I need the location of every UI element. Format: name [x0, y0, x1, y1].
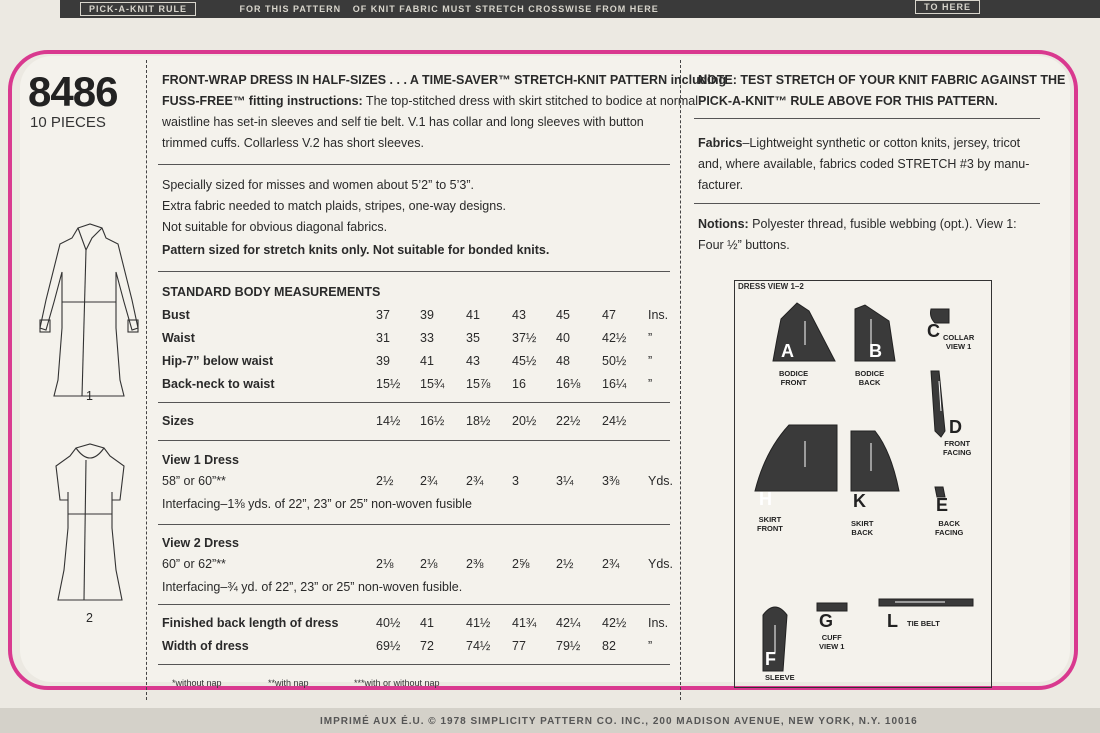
measurement-row-value: 16¼	[602, 377, 627, 391]
view-1-yardage-row-value: 2¾	[420, 474, 438, 488]
view-1-interfacing: Interfacing–1⅜ yds. of 22”, 23” or 25” non-woven fusible	[162, 497, 472, 511]
divider	[694, 118, 1040, 119]
description-line-1: FRONT-WRAP DRESS IN HALF-SIZES . . . A TIME-SAVER™ STRETCH-KNIT PATTERN including	[162, 73, 727, 87]
finished-length-row-value: 42½	[602, 616, 627, 630]
notions-label: Notions:	[698, 217, 749, 231]
finished-length-row-value: 42¼	[556, 616, 581, 630]
width-row-value: 74½	[466, 639, 491, 653]
measurement-row-value: 16	[512, 377, 526, 391]
left-column-divider	[146, 60, 147, 700]
divider	[158, 524, 670, 525]
finished-length-row-value: 40½	[376, 616, 401, 630]
view-2-yardage-row-label: 60” or 62”**	[162, 557, 226, 571]
measurement-row-unit: ”	[648, 354, 653, 368]
sizing-note-bold: Pattern sized for stretch knits only. Not suitable for bonded knits.	[162, 243, 550, 257]
collar-label-2: VIEW 1	[945, 342, 972, 351]
sizes-row	[162, 414, 682, 434]
note-line-2: PICK-A-KNIT™ RULE ABOVE FOR THIS PATTERN.	[698, 94, 998, 108]
view-1-yardage-row-value: 2¾	[466, 474, 484, 488]
sizes-row-value: 22½	[556, 414, 581, 428]
measurement-row-value: 33	[420, 331, 434, 345]
measurement-row-value: 15⅞	[466, 377, 491, 391]
sizes-row-value: 18½	[466, 414, 491, 428]
cuff-label-2: VIEW 1	[819, 642, 845, 651]
skirt-front-label-2: FRONT	[757, 524, 783, 533]
measurement-row-value: 37½	[512, 331, 537, 345]
skirt-back-label-1: SKIRT	[851, 519, 874, 528]
view-2-yardage-row	[162, 557, 682, 577]
piece-count: 10 PIECES	[30, 114, 106, 131]
measurement-row-value: 41	[420, 354, 434, 368]
bodice-back-label-2: BACK	[858, 378, 881, 387]
dress-sketches	[20, 210, 150, 630]
measurement-row-label: Waist	[162, 331, 195, 345]
piece-letter-d: D	[949, 417, 962, 437]
front-facing-label-2: FACING	[943, 448, 972, 457]
view-2-yardage-row-value: 2⅛	[420, 557, 438, 571]
measurement-row-unit: ”	[648, 377, 653, 391]
measurement-row	[162, 377, 682, 397]
diagram-title: DRESS VIEW 1–2	[738, 282, 804, 291]
measurement-row-value: 37	[376, 308, 390, 322]
pattern-layout-diagram	[734, 280, 992, 688]
collar-label-1: COLLAR	[943, 333, 975, 342]
footnote-without-nap: *without nap	[172, 678, 222, 688]
width-row-label: Width of dress	[162, 639, 249, 653]
tie-belt-label: TIE BELT	[907, 619, 940, 628]
fabrics-line-2: and, where available, fabrics coded STRETCH #3 by manu-	[698, 157, 1030, 171]
measurement-row-value: 45½	[512, 354, 537, 368]
back-facing-label-1: BACK	[938, 519, 960, 528]
view-1-yardage-row-value: 3⅜	[602, 474, 620, 488]
measurement-row-value: 45	[556, 308, 570, 322]
view-1-yardage-row-unit: Yds.	[648, 474, 674, 488]
description-line-2: The top-stitched dress with skirt stitched to bodice at normal	[362, 94, 699, 108]
divider	[158, 271, 670, 272]
finished-length-row-value: 41	[420, 616, 434, 630]
finished-length-row-unit: Ins.	[648, 616, 669, 630]
view-2-dress-sketch	[56, 444, 124, 600]
measurement-row-value: 15½	[376, 377, 401, 391]
fabrics-label: Fabrics	[698, 136, 743, 150]
fabrics-line-1: –Lightweight synthetic or cotton knits, jersey, tricot	[742, 136, 1021, 150]
view-2-number: 2	[86, 611, 93, 625]
measurement-row-label: Back-neck to waist	[162, 377, 275, 391]
view-2-yardage-row-value: 2¾	[602, 557, 620, 571]
measurement-row-label: Bust	[162, 308, 190, 322]
sizes-row-value: 24½	[602, 414, 627, 428]
measurement-row-value: 35	[466, 331, 480, 345]
bodice-back-label-1: BODICE	[855, 369, 885, 378]
piece-letter-e: E	[936, 495, 949, 515]
pattern-number: 8486	[28, 68, 118, 115]
skirt-front-label-1: SKIRT	[758, 515, 782, 524]
sizing-note-3: Not suitable for obvious diagonal fabrics.	[162, 220, 388, 234]
view-1-yardage-row-value: 3	[512, 474, 519, 488]
description-line-4: trimmed cuffs. Collarless V.2 has short sleeves.	[162, 136, 424, 150]
finished-length-row-value: 41¾	[512, 616, 537, 630]
description-line-3: waistline has set-in sleeves and self tie belt. V.1 has collar and long sleeves with button	[162, 115, 644, 129]
measurement-row-unit: ”	[648, 331, 653, 345]
piece-g-cuff	[817, 603, 847, 611]
footnote-with-nap: **with nap	[268, 678, 309, 688]
width-row-value: 82	[602, 639, 616, 653]
view-2-yardage-row-value: 2½	[556, 557, 574, 571]
view-1-heading: View 1 Dress	[162, 453, 239, 467]
view-1-number: 1	[86, 389, 93, 403]
measurement-row-unit: Ins.	[648, 308, 669, 322]
view-1-dress-sketch	[40, 224, 138, 396]
bodice-front-label-1: BODICE	[779, 369, 809, 378]
view-2-yardage-row-unit: Yds.	[648, 557, 674, 571]
measurement-row-value: 43	[512, 308, 526, 322]
piece-letter-f: F	[765, 649, 776, 669]
strip-text-2: OF KNIT FABRIC MUST STRETCH CROSSWISE FROM HERE	[352, 4, 659, 14]
front-facing-label-1: FRONT	[944, 439, 971, 448]
finished-length-row	[162, 616, 682, 636]
view-2-heading: View 2 Dress	[162, 536, 239, 550]
pick-a-knit-strip	[60, 0, 1100, 18]
back-facing-label-2: FACING	[935, 528, 964, 537]
cuff-label-1: CUFF	[821, 633, 842, 642]
width-row	[162, 639, 682, 659]
pick-a-knit-rule-label: PICK-A-KNIT RULE	[80, 2, 196, 16]
measurement-row-value: 48	[556, 354, 570, 368]
piece-letter-b: B	[869, 341, 882, 361]
piece-k-skirt-back	[851, 431, 899, 491]
measurement-row-value: 16⅛	[556, 377, 581, 391]
view-2-yardage-row-value: 2⅜	[466, 557, 484, 571]
note-line-1: NOTE: TEST STRETCH OF YOUR KNIT FABRIC AGAINST THE	[698, 73, 1066, 87]
measurement-row	[162, 354, 682, 374]
finished-length-row-label: Finished back length of dress	[162, 616, 339, 630]
piece-letter-a: A	[781, 341, 794, 361]
view-2-yardage-row-value: 2⅝	[512, 557, 530, 571]
footnote-with-or-without-nap: ***with or without nap	[354, 678, 440, 688]
view-1-yardage-row-value: 3¼	[556, 474, 574, 488]
view-1-yardage-row-value: 2½	[376, 474, 394, 488]
measurement-row-value: 50½	[602, 354, 627, 368]
width-row-unit: ”	[648, 639, 653, 653]
notions-line-1: Polyester thread, fusible webbing (opt.). View 1:	[748, 217, 1017, 231]
sizes-row-value: 20½	[512, 414, 537, 428]
piece-letter-k: K	[853, 491, 866, 511]
sizes-row-value: 16½	[420, 414, 445, 428]
width-row-value: 72	[420, 639, 434, 653]
measurement-row-value: 42½	[602, 331, 627, 345]
sizing-note-1: Specially sized for misses and women about 5’2” to 5’3”.	[162, 178, 474, 192]
sizes-row-value: 14½	[376, 414, 401, 428]
sleeve-label: SLEEVE	[765, 673, 795, 682]
piece-letter-c: C	[927, 321, 940, 341]
width-row-value: 79½	[556, 639, 581, 653]
piece-letter-l: L	[887, 611, 898, 631]
divider	[694, 203, 1040, 204]
divider	[158, 402, 670, 403]
measurement-row-value: 15¾	[420, 377, 445, 391]
skirt-back-label-2: BACK	[851, 528, 874, 537]
strip-text: FOR THIS PATTERN	[239, 4, 342, 14]
view-2-interfacing: Interfacing–¾ yd. of 22”, 23” or 25” non-woven fusible.	[162, 580, 463, 594]
measurement-row-value: 39	[420, 308, 434, 322]
measurements-heading: STANDARD BODY MEASUREMENTS	[162, 285, 381, 299]
view-2-yardage-row-value: 2⅛	[376, 557, 394, 571]
bodice-front-label-2: FRONT	[780, 378, 807, 387]
piece-d-front-facing	[931, 371, 945, 437]
width-row-value: 69½	[376, 639, 401, 653]
sizing-note-2: Extra fabric needed to match plaids, stripes, one-way designs.	[162, 199, 506, 213]
piece-h-skirt-front	[755, 425, 837, 491]
divider	[158, 164, 670, 165]
measurement-row-value: 43	[466, 354, 480, 368]
width-row-value: 77	[512, 639, 526, 653]
divider	[158, 664, 670, 665]
divider	[158, 440, 670, 441]
fuss-free-label: FUSS-FREE™ fitting instructions:	[162, 94, 363, 108]
measurement-row-label: Hip-7” below waist	[162, 354, 274, 368]
sizes-row-label: Sizes	[162, 414, 194, 428]
measurement-row	[162, 331, 682, 351]
view-1-yardage-row	[162, 474, 682, 494]
measurement-row-value: 40	[556, 331, 570, 345]
finished-length-row-value: 41½	[466, 616, 491, 630]
piece-letter-g: G	[819, 611, 834, 631]
piece-letter-h: H	[759, 489, 772, 509]
measurement-row	[162, 308, 682, 328]
copyright-strip	[0, 708, 1100, 733]
measurement-row-value: 41	[466, 308, 480, 322]
divider	[158, 604, 670, 605]
strip-to-here: TO HERE	[915, 0, 980, 14]
notions-line-2: Four ½” buttons.	[698, 238, 790, 252]
view-1-yardage-row-label: 58” or 60”**	[162, 474, 226, 488]
fabrics-line-3: facturer.	[698, 178, 744, 192]
measurement-row-value: 31	[376, 331, 390, 345]
measurement-row-value: 47	[602, 308, 616, 322]
copyright-text: IMPRIMÉ AUX É.U. © 1978 SIMPLICITY PATTERN CO. INC., 200 MADISON AVENUE, NEW YORK, N.Y. 10016	[320, 716, 918, 727]
measurement-row-value: 39	[376, 354, 390, 368]
